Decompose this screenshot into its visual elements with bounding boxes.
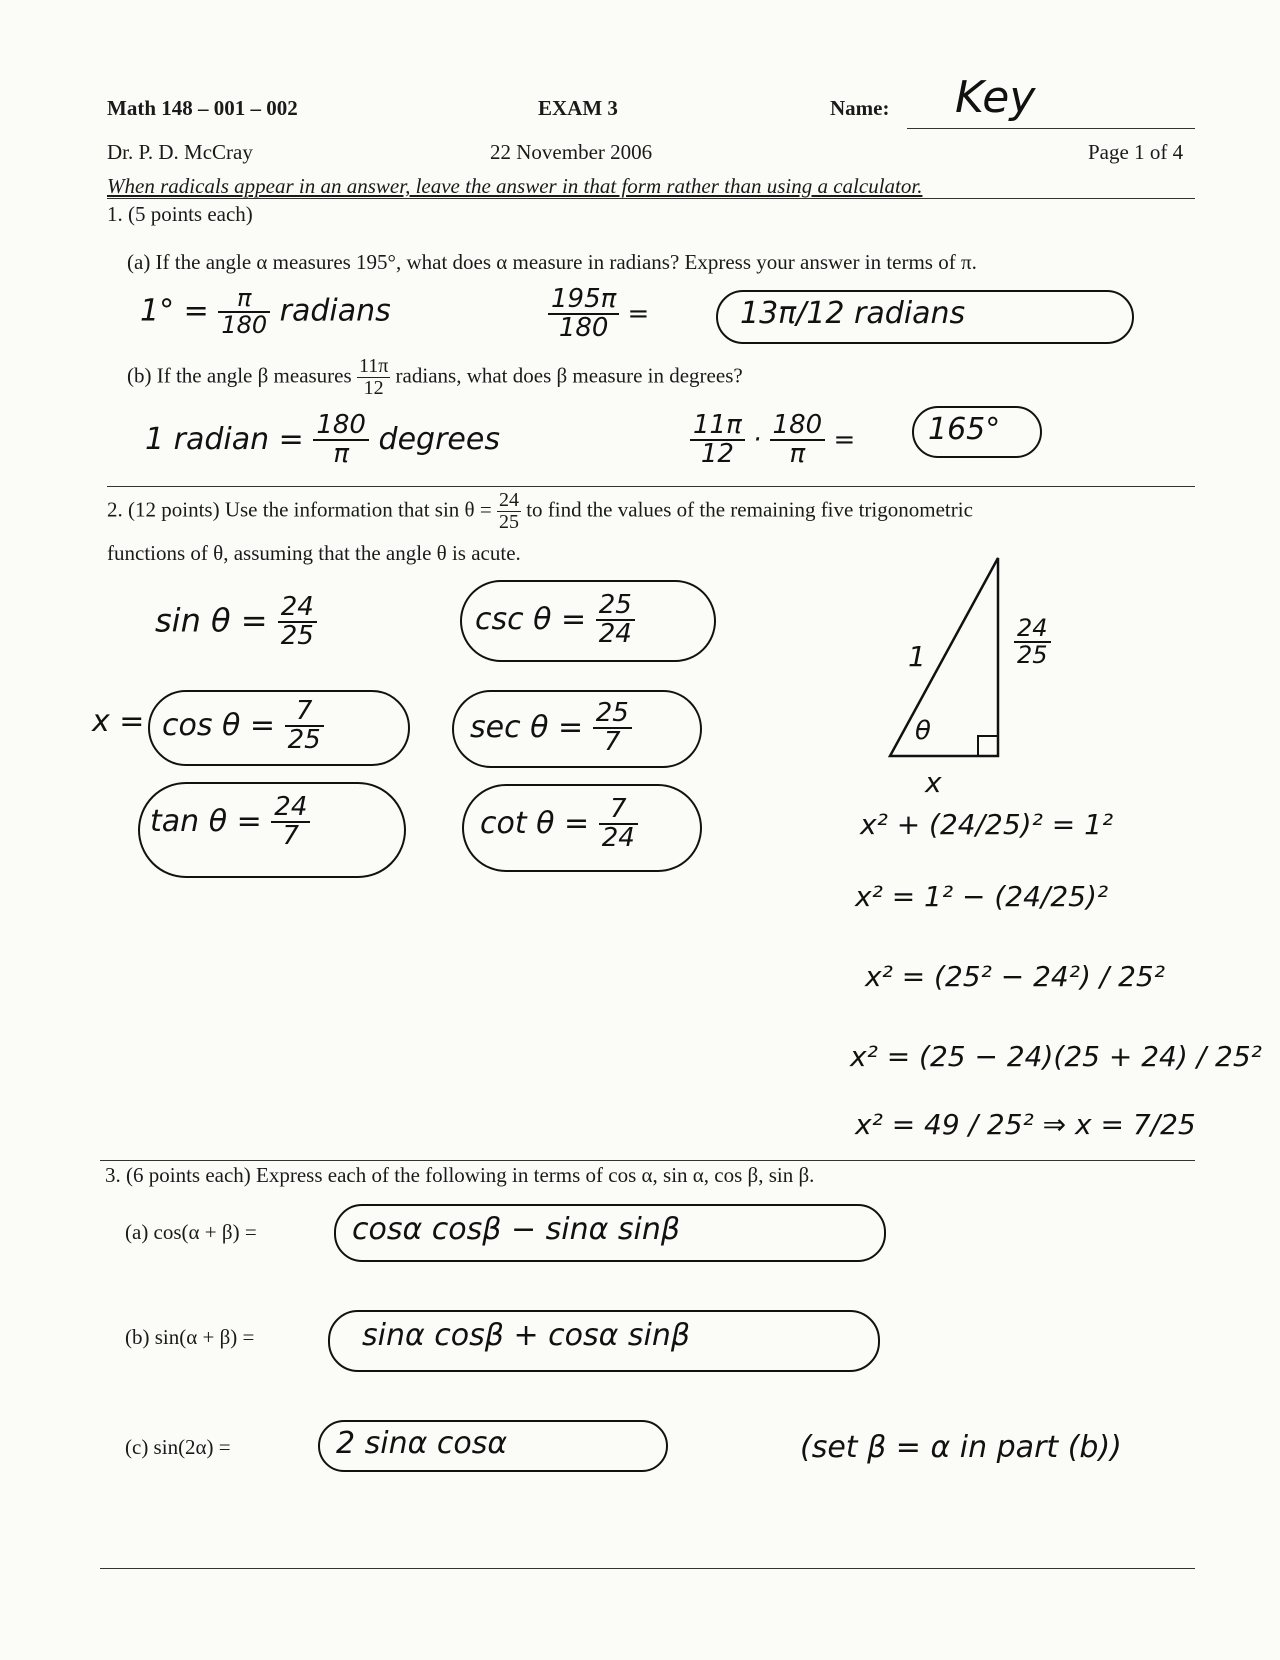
q3c-answer: 2 sinα cosα xyxy=(336,1426,508,1461)
q2-cot xyxy=(480,796,638,853)
triangle-adjacent-label: x xyxy=(925,766,942,799)
q1-rule xyxy=(107,486,1195,487)
q2-work-line-5: x² = 49 / 25² ⇒ x = 7/25 xyxy=(855,1108,1196,1141)
q1b-frac-num: 11π xyxy=(358,355,389,377)
q3-heading: 3. (6 points each) Express each of the following in terms of cos α, sin α, cos β, sin β. xyxy=(105,1163,815,1187)
course-title: Math 148 – 001 – 002 xyxy=(107,96,298,120)
q1a-work1-unit: radians xyxy=(279,293,391,329)
triangle-shape xyxy=(890,558,998,756)
q2-tan-num: 24 xyxy=(271,794,310,823)
q1a-work2-num: 195π xyxy=(548,286,619,315)
q1a-work2-den: 180 xyxy=(558,313,609,344)
footer-rule xyxy=(100,1568,1195,1569)
q2-sec-num: 25 xyxy=(593,700,632,729)
q2-sin-den: 25 xyxy=(280,621,314,652)
q3c-note: (set β = α in part (b)) xyxy=(800,1430,1122,1465)
q2-sin-num: 24 xyxy=(278,594,317,623)
q2-csc-num: 25 xyxy=(596,592,635,621)
q1b-answer: 165° xyxy=(928,412,1001,447)
q3c-label: (c) sin(2α) = xyxy=(125,1435,231,1459)
q2-sin xyxy=(155,594,317,651)
q1a-work1-num: π xyxy=(218,286,270,313)
page-number: Page 1 of 4 xyxy=(1088,140,1184,164)
q1b-work2-n1: 11π xyxy=(690,412,745,441)
instructions: When radicals appear in an answer, leave the answer in that form rather than using a calculator. xyxy=(107,174,923,198)
q2-sec xyxy=(470,700,632,757)
q2-work-line-2: x² = 1² − (24/25)² xyxy=(855,880,1109,913)
q1b-work2-d1: 12 xyxy=(700,439,734,470)
q2-tan xyxy=(150,794,310,851)
exam-title: EXAM 3 xyxy=(538,96,618,120)
q2-cos-den: 25 xyxy=(287,725,321,756)
right-triangle-diagram xyxy=(870,550,1100,790)
name-label: Name: xyxy=(830,96,890,120)
q3b-label: (b) sin(α + β) = xyxy=(125,1325,255,1349)
q2-frac-num: 24 xyxy=(498,489,519,511)
q1b-text-pre: (b) If the angle β measures xyxy=(127,363,352,388)
exam-date: 22 November 2006 xyxy=(490,140,653,164)
q1-heading: 1. (5 points each) xyxy=(107,202,253,226)
q2-csc-lhs: csc θ = xyxy=(475,601,587,637)
q1b-work1-unit: degrees xyxy=(378,421,500,457)
q1b-frac-den: 12 xyxy=(363,377,384,399)
q2-cos xyxy=(162,698,324,755)
q1b-text xyxy=(127,356,743,399)
q2-cot-den: 24 xyxy=(601,823,635,854)
q1b-work1-den: π xyxy=(333,439,349,470)
triangle-hypotenuse-label: 1 xyxy=(908,640,926,673)
q1b-work2-n2: 180 xyxy=(770,412,826,441)
name-underline xyxy=(907,128,1195,129)
q1b-work1-num: 180 xyxy=(313,412,369,441)
q1b-work2-d2: π xyxy=(789,439,806,470)
q2-cos-num: 7 xyxy=(285,698,324,727)
q2-cot-lhs: cot θ = xyxy=(480,805,590,841)
q2-tan-lhs: tan θ = xyxy=(150,803,262,839)
triangle-angle-label: θ xyxy=(915,716,931,746)
q2-csc-den: 24 xyxy=(598,619,632,650)
q2-cos-prefix: x = xyxy=(92,704,145,739)
q2-sin-lhs: sin θ = xyxy=(155,601,268,640)
q1b-work-2: $\frac{11\pi}{12}$ · $\frac{180}{\pi}$ = xyxy=(690,412,855,469)
q3a-answer: cosα cosβ − sinα sinβ xyxy=(352,1212,681,1247)
q2-frac-den: 25 xyxy=(498,511,519,533)
q2-text-post: to find the values of the remaining five trigonometric xyxy=(526,497,973,522)
q2-sec-den: 7 xyxy=(603,727,621,758)
q1b-work1-lhs: 1 radian = xyxy=(145,421,304,457)
q1a-work-1 xyxy=(140,286,391,338)
q2-cot-num: 7 xyxy=(599,796,638,825)
q1a-work1-den: 180 xyxy=(221,311,268,340)
triangle-opp-den: 25 xyxy=(1017,641,1048,670)
q2-sec-lhs: sec θ = xyxy=(470,709,584,745)
q2-text xyxy=(107,490,1197,533)
q1a-work-2: $\frac{195\pi}{180}$ = xyxy=(548,286,649,343)
q2-rule xyxy=(100,1160,1195,1161)
q2-tan-den: 7 xyxy=(282,821,300,852)
q1a-work1-lhs: 1° = xyxy=(140,293,209,329)
right-angle-mark xyxy=(978,736,998,756)
q1a-text: (a) If the angle α measures 195°, what does α measure in radians? Express your answer in terms of π. xyxy=(127,250,977,274)
q2-text-pre: 2. (12 points) Use the information that sin θ = xyxy=(107,497,492,522)
name-value: Key xyxy=(955,72,1036,123)
q1b-text-post: radians, what does β measure in degrees? xyxy=(395,363,743,388)
q2-csc xyxy=(475,592,635,649)
q3a-label: (a) cos(α + β) = xyxy=(125,1220,257,1244)
q1b-work-1 xyxy=(145,412,500,469)
q2-text-line2: functions of θ, assuming that the angle θ is acute. xyxy=(107,541,521,565)
header-rule xyxy=(107,198,1195,199)
q3b-answer: sinα cosβ + cosα sinβ xyxy=(362,1318,691,1353)
triangle-opp-num: 24 xyxy=(1014,616,1051,643)
instructor: Dr. P. D. McCray xyxy=(107,140,253,164)
q2-cos-lhs: cos θ = xyxy=(162,707,276,743)
triangle-opposite-label xyxy=(1014,616,1051,668)
q2-work-line-1: x² + (24/25)² = 1² xyxy=(860,808,1114,841)
q1a-answer: 13π/12 radians xyxy=(740,296,966,331)
q2-work-line-4: x² = (25 − 24)(25 + 24) / 25² xyxy=(850,1040,1262,1073)
q2-work-line-3: x² = (25² − 24²) / 25² xyxy=(865,960,1165,993)
